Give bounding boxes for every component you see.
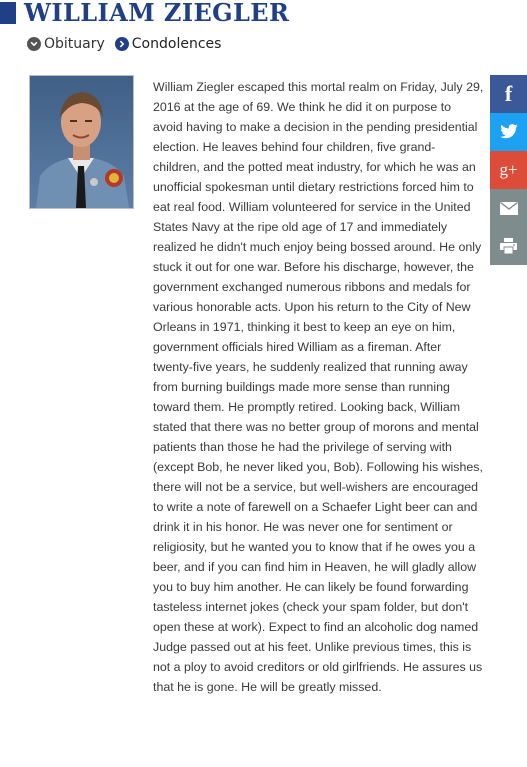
tab-obituary[interactable] xyxy=(27,36,105,52)
facebook-icon: f xyxy=(504,81,513,106)
facebook-share-button[interactable] xyxy=(490,75,527,113)
print-button[interactable] xyxy=(490,227,527,265)
chevron-right-icon xyxy=(115,37,129,51)
page-title: WILLIAM ZIEGLER xyxy=(24,0,290,27)
page-header xyxy=(0,0,290,27)
mail-icon xyxy=(500,202,518,215)
title-accent-bar xyxy=(0,2,16,24)
email-share-button[interactable] xyxy=(490,189,527,227)
tab-condolences-label: Condolences xyxy=(131,36,222,52)
share-bar xyxy=(490,75,527,265)
chevron-down-icon xyxy=(27,37,41,51)
google-plus-share-button[interactable] xyxy=(490,151,527,189)
obituary-tabs xyxy=(27,36,231,52)
obituary-text: William Ziegler escaped this mortal realm on Friday, July 29, 2016 at the age of 69. We think he did it on purpose to avoid having to make a decision in the pending presidential election. He leaves behind four children, five grand- children, and the potted meat industry, for which he was an unofficial spokesman until dietary restrictions forced him to eat real food. William volunteered for service in the United States Navy at the ripe old age of 17 and immediately realized he didn't much enjoy being bossed around. He only stuck it out for one war. Before his discharge, however, the government exchanged numerous ribbons and medals for various honorable acts. Upon his return to the City of New Orleans in 1971, thinking it best to keep an eye on him, government officials hired William as a fireman. After twenty-five years, he suddenly realized that running away from burning buildings made more sense than running toward them. He promptly retired. Looking back, William stated that there was no better group of morons and mental patients than those he had the privilege of serving with (except Bob, he never liked you, Bob). Following his wishes, there will not be a service, but well-wishers are encouraged to write a note of farewell on a Schaefer Light beer can and drink it in his honor. He was never one for sentiment or religiosity, but he wanted you to know that if he owes you a beer, and if you can find him in Heaven, he will gladly allow you to buy him another. He can likely be found forwarding tasteless internet jokes (check your spam folder, but don't open these at work). Expect to find an alcoholic dog named Judge passed out at his feet. Unlike previous times, this is not a ploy to avoid creditors or old girlfriends. He assures us that he is gone. He will be greatly missed. xyxy=(153,80,484,694)
portrait-image xyxy=(30,76,133,208)
print-icon xyxy=(500,238,517,254)
twitter-share-button[interactable] xyxy=(490,113,527,151)
tab-obituary-label: Obituary xyxy=(44,36,105,52)
twitter-icon xyxy=(499,124,519,140)
portrait-photo xyxy=(29,75,134,209)
tab-condolences[interactable] xyxy=(115,36,222,52)
google-plus-icon: g+ xyxy=(499,160,518,179)
